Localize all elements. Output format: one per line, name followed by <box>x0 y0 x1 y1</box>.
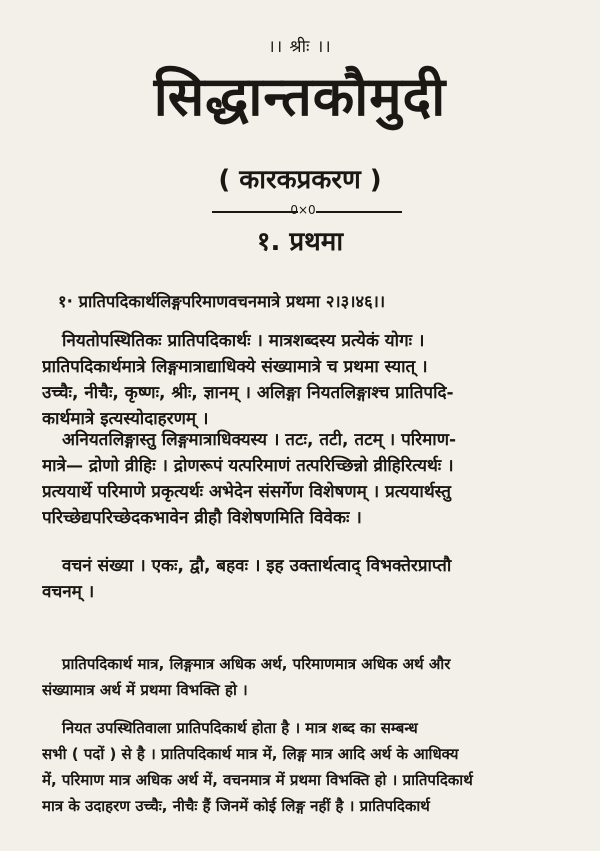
section-heading: १. प्रथमा <box>256 227 344 257</box>
text-line: सभी ( पदों ) से है । प्रातिपदिकार्थ मात्र में, लिङ्ग मात्र आदि अर्थ के आधिक्य <box>42 745 459 763</box>
invocation: ।। श्रीः ।। <box>268 37 332 57</box>
ornament-line-right <box>316 211 402 213</box>
ornament-line-left <box>212 211 298 213</box>
text-line: में, परिमाण मात्र अधिक अर्थ में, वचनमात्र में प्रथमा विभक्ति हो । प्रातिपदिकार्थ <box>42 771 473 789</box>
page-title: सिद्धान्तकौमुदी <box>153 65 447 128</box>
text-line: संख्यामात्र अर्थ में प्रथमा विभक्ति हो । <box>42 681 248 699</box>
text-line: परिच्छेद्यपरिच्छेदकभावेन व्रीहौ विशेषणमिति विवेकः । <box>42 508 362 528</box>
sutra-line: १· प्रातिपदिकार्थलिङ्गपरिमाणवचनमात्रे प्रथमा २।३।४६।। <box>58 292 386 311</box>
subtitle-container <box>0 160 600 196</box>
hindi-paragraph-2 <box>42 715 574 819</box>
ornament-glyph: 0×0 <box>290 203 316 217</box>
ornament-divider <box>0 205 600 219</box>
text-line: मात्र के उदाहरण उच्चैः, नीचैः हैं जिनमें कोई लिङ्ग नहीं है । प्रातिपदिकार्थ <box>42 797 430 815</box>
text-line: कार्थमात्रे इत्यस्योदाहरणम् । <box>42 409 209 429</box>
text-line: उच्चैः, नीचैः, कृष्णः, श्रीः, ज्ञानम् । अलिङ्गा नियतलिङ्गाश्च प्रातिपदि- <box>42 383 454 403</box>
text-line: नियतोपस्थितिकः प्रातिपदिकार्थः । मात्रशब्दस्य प्रत्येकं योगः । <box>62 331 425 351</box>
chapter-subtitle: ( कारकप्रकरण ) <box>218 165 382 195</box>
text-line: प्रत्ययार्थे परिमाणे प्रकृत्यर्थः अभेदेन संसर्गेण विशेषणम् । प्रत्ययार्थस्तु <box>42 482 451 502</box>
sanskrit-paragraph-2 <box>42 427 574 531</box>
hindi-paragraph-1 <box>42 651 574 703</box>
sanskrit-paragraph-1 <box>42 328 574 432</box>
text-line: प्रातिपदिकार्थ मात्र, लिङ्गमात्र अधिक अर्थ, परिमाणमात्र अधिक अर्थ और <box>62 655 451 673</box>
text-line: अनियतलिङ्गास्तु लिङ्गमात्राधिक्यस्य । तटः, तटी, तटम् । परिमाण- <box>62 430 457 450</box>
text-line: मात्रे— द्रोणो व्रीहिः । द्रोणरूपं यत्परिमाणं तत्परिच्छिन्नो व्रीहिरित्यर्थः । <box>42 456 454 476</box>
sanskrit-paragraph-3 <box>42 553 574 605</box>
text-line: वचनं संख्या । एकः, द्वौ, बहवः । इह उक्तार्थत्वाद् विभक्तेरप्राप्तौ <box>62 556 452 576</box>
text-line: नियत उपस्थितिवाला प्रातिपदिकार्थ होता है । मात्र शब्द का सम्बन्ध <box>62 719 418 737</box>
text-line: वचनम् । <box>42 582 95 602</box>
text-line: प्रातिपदिकार्थमात्रे लिङ्गमात्राद्याधिक्ये संख्यामात्रे च प्रथमा स्यात् । <box>42 357 428 377</box>
